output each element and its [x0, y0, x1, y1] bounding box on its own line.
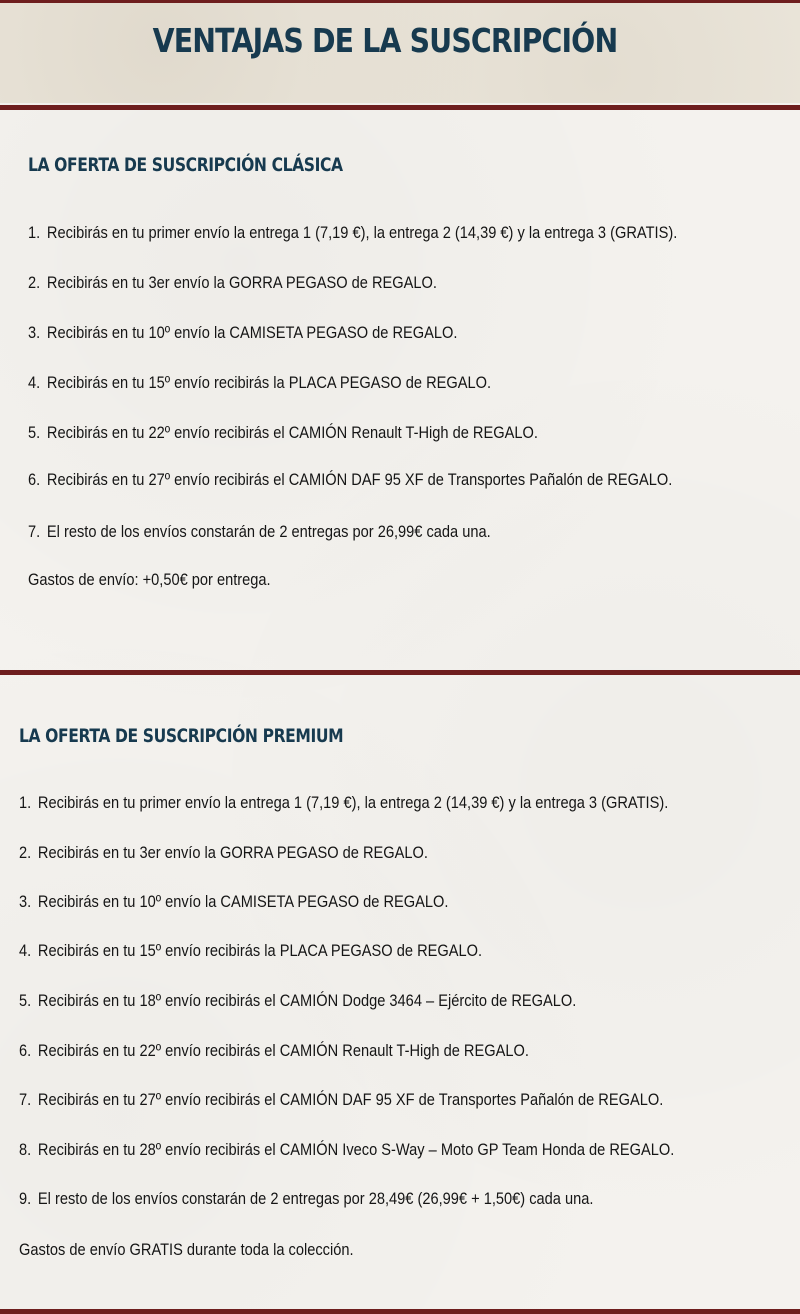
list-item-number: 7. — [28, 522, 41, 541]
list-item — [19, 1041, 529, 1061]
premium-offer-section — [0, 675, 800, 1305]
list-item — [19, 1090, 663, 1110]
list-item-text: Recibirás en tu 10º envío la CAMISETA PEGASO de REGALO. — [37, 892, 449, 911]
list-item-text: Recibirás en tu 10º envío la CAMISETA PEGASO de REGALO. — [46, 323, 458, 342]
list-item — [28, 223, 677, 243]
list-item — [19, 1189, 593, 1209]
list-item-text: El resto de los envíos constarán de 2 entregas por 26,99€ cada una. — [46, 522, 491, 541]
page-title: VENTAJAS DE LA SUSCRIPCIÓN — [152, 21, 618, 60]
list-item-number: 6. — [28, 470, 41, 489]
list-item — [28, 522, 491, 542]
list-item-text: Recibirás en tu 18º envío recibirás el CAMIÓN Dodge 3464 – Ejército de REGALO. — [37, 991, 577, 1010]
list-item-number: 3. — [19, 892, 32, 911]
list-item — [19, 892, 448, 912]
list-item-text: Recibirás en tu 27º envío recibirás el CAMIÓN DAF 95 XF de Transportes Pañalón de REGALO. — [37, 1090, 664, 1109]
list-item — [28, 373, 491, 393]
list-item-number: 1. — [28, 223, 41, 242]
list-item-text: Recibirás en tu 15º envío recibirás la PLACA PEGASO de REGALO. — [37, 941, 483, 960]
list-item-text: Recibirás en tu 27º envío recibirás el CAMIÓN DAF 95 XF de Transportes Pañalón de REGALO. — [46, 470, 673, 489]
list-item — [19, 843, 428, 863]
list-item-text: Recibirás en tu 28º envío recibirás el CAMIÓN Iveco S-Way – Moto GP Team Honda de REGALO. — [37, 1140, 675, 1159]
list-item — [19, 1140, 674, 1160]
list-item-number: 2. — [28, 273, 41, 292]
list-item-number: 4. — [28, 373, 41, 392]
list-item-number: 7. — [19, 1090, 32, 1109]
list-item-text: Recibirás en tu primer envío la entrega 1 (7,19 €), la entrega 2 (14,39 €) y la entrega 3 (GRATIS). — [37, 793, 669, 812]
list-item-text: Recibirás en tu 22º envío recibirás el CAMIÓN Renault T-High de REGALO. — [46, 423, 538, 442]
list-item — [19, 991, 576, 1011]
list-item-number: 2. — [19, 843, 32, 862]
bottom-divider — [0, 1309, 800, 1314]
list-item — [28, 273, 437, 293]
list-item — [28, 470, 672, 490]
list-item-text: Recibirás en tu 3er envío la GORRA PEGASO de REGALO. — [37, 843, 428, 862]
list-item-text: Recibirás en tu 15º envío recibirás la PLACA PEGASO de REGALO. — [46, 373, 492, 392]
header-banner — [0, 3, 800, 103]
list-item-number: 5. — [19, 991, 32, 1010]
list-item-number: 9. — [19, 1189, 32, 1208]
list-item-text: Recibirás en tu 22º envío recibirás el CAMIÓN Renault T-High de REGALO. — [37, 1041, 529, 1060]
list-item — [28, 423, 538, 443]
list-item-number: 4. — [19, 941, 32, 960]
list-item — [19, 793, 668, 813]
list-item-text: Recibirás en tu primer envío la entrega 1 (7,19 €), la entrega 2 (14,39 €) y la entrega 3 (GRATIS). — [46, 223, 678, 242]
list-item-number: 3. — [28, 323, 41, 342]
classic-offer-title: LA OFERTA DE SUSCRIPCIÓN CLÁSICA — [28, 154, 343, 176]
list-item-number: 8. — [19, 1140, 32, 1159]
list-item-number: 1. — [19, 793, 32, 812]
premium-shipping-note: Gastos de envío GRATIS durante toda la colección. — [19, 1240, 354, 1259]
list-item-number: 6. — [19, 1041, 32, 1060]
list-item-text: El resto de los envíos constarán de 2 entregas por 28,49€ (26,99€ + 1,50€) cada una. — [37, 1189, 594, 1208]
premium-offer-title: LA OFERTA DE SUSCRIPCIÓN PREMIUM — [19, 725, 344, 747]
list-item — [19, 941, 482, 961]
classic-shipping-note: Gastos de envío: +0,50€ por entrega. — [28, 570, 271, 589]
list-item-text: Recibirás en tu 3er envío la GORRA PEGASO de REGALO. — [46, 273, 437, 292]
list-item-number: 5. — [28, 423, 41, 442]
list-item — [28, 323, 457, 343]
classic-offer-section — [0, 110, 800, 670]
